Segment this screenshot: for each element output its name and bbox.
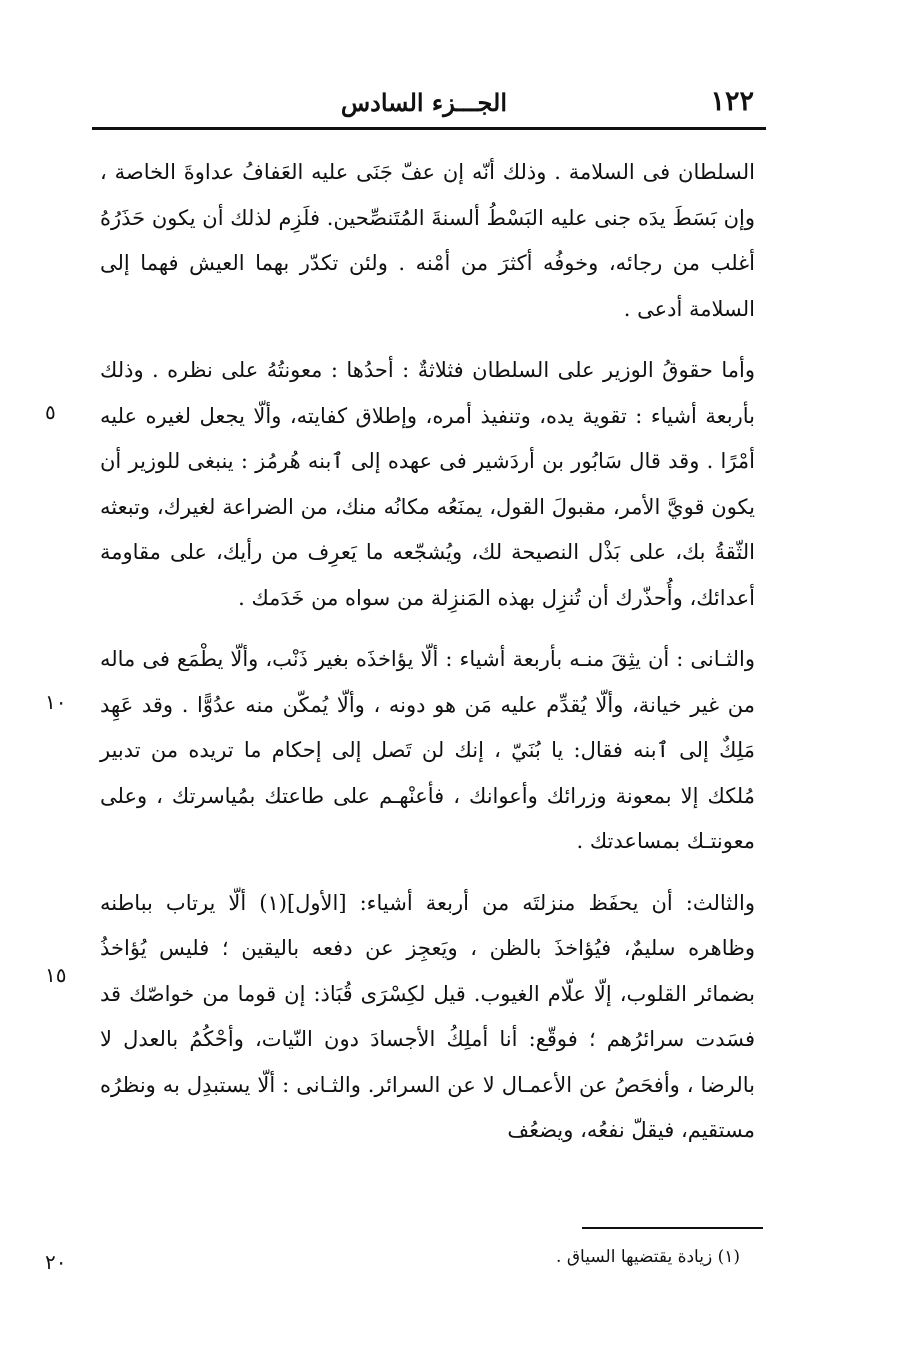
line-number-5: ٥	[45, 400, 56, 424]
line-number-10: ١٠	[45, 690, 67, 714]
page-number: ١٢٢	[710, 86, 754, 117]
paragraph-4: والثالث: أن يحفَظ منزلتَه من أربعة أشياء: [الأول](١) ألّا يرتاب بباطنه وظاهره سليمٌ، فيُؤاخذَ بالظن ، ويَعجِز عن دفعه باليقين ؛ فليس يُؤاخذُ بضمائر القلوب، إلّا علّام الغيوب. قيل لكِسْرَى قُبَاذ: إن قوما من خواصّك قد فسَدت سرائرُهم ؛ فوقّع: أنا أملِكُ الأجسادَ دون النّيات، وأحْكُمُ بالعدل لا بالرضا ، وأفحَصُ عن الأعمـال لا عن السرائر. والثـانى : ألّا يستبدِل به ونظرُه مستقيم، فيقلّ نفعُه، ويضعُف	[100, 890, 755, 1142]
header-rule	[92, 127, 766, 130]
paragraph-3: والثـانى : أن يثِقَ منـه بأربعة أشياء : ألّا يؤاخذَه بغير ذَنْب، وألّا يطْمَع فى ماله من غير خيانة، وألّا يُقدِّم عليه مَن هو دونه ، وألّا يُمكّن منه عدُوًّا . وقد عَهِد مَلِكٌ إلى ٱبنه فقال: يا بُنَيّ ، إنك لن تَصل إلى إحكام ما تريده من تدبير مُلكك إلا بمعونة وزرائك وأعوانك ، فأعنْهـم على طاعتك بمُياسرتك ، وعلى معونتـك بمساعدتك .	[100, 647, 755, 853]
page-header	[92, 82, 762, 126]
line-number-20: ٢٠	[45, 1250, 67, 1274]
paragraph-2: وأما حقوقُ الوزير على السلطان فثلاثةٌ : أحدُها : معونتُهُ على نظره . وذلك بأربعة أشياء : تقوية يده، وتنفيذ أمره، وإطلاق كفايته، وألّا يجعل لغيره عليه أمْرًا . وقد قال سَابُور بن أردَشير فى عهده إلى ٱبنه هُرمُز : ينبغى للوزير أن يكون قويَّ الأمر، مقبولَ القول، يمنَعُه مكانُه منك، من الضراعة لغيرك، وتبعثه الثّقةُ بك، على بَذْل النصيحة لك، ويُشجّعه ما يَعرِف من رأيك، على مقاومة أعدائك، وأُحذّرك أن تُنزِل بهذه المَنزِلة من سواه من خَدَمك .	[100, 358, 755, 610]
running-title: الجـــزء السادس	[340, 88, 507, 117]
footnote-rule	[582, 1227, 763, 1229]
line-number-15: ١٥	[45, 963, 67, 987]
paragraph-1: السلطان فى السلامة . وذلك أنّه إن عفّ جَنَى عليه العَفافُ عداوةَ الخاصة ، وإن بَسَطَ يدَه جنى عليه البَسْطُ ألسنةَ المُتَنصِّحين. فلَزِم لذلك أن يكون حَذَرُهُ أغلب من رجائه، وخوفُه أكثرَ من أمْنه . ولئن تكدّر بهما العيش فهما إلى السلامة أدعى .	[100, 160, 755, 321]
footnote: (١) زيادة يقتضيها السياق .	[556, 1247, 740, 1267]
main-text	[100, 150, 755, 1154]
